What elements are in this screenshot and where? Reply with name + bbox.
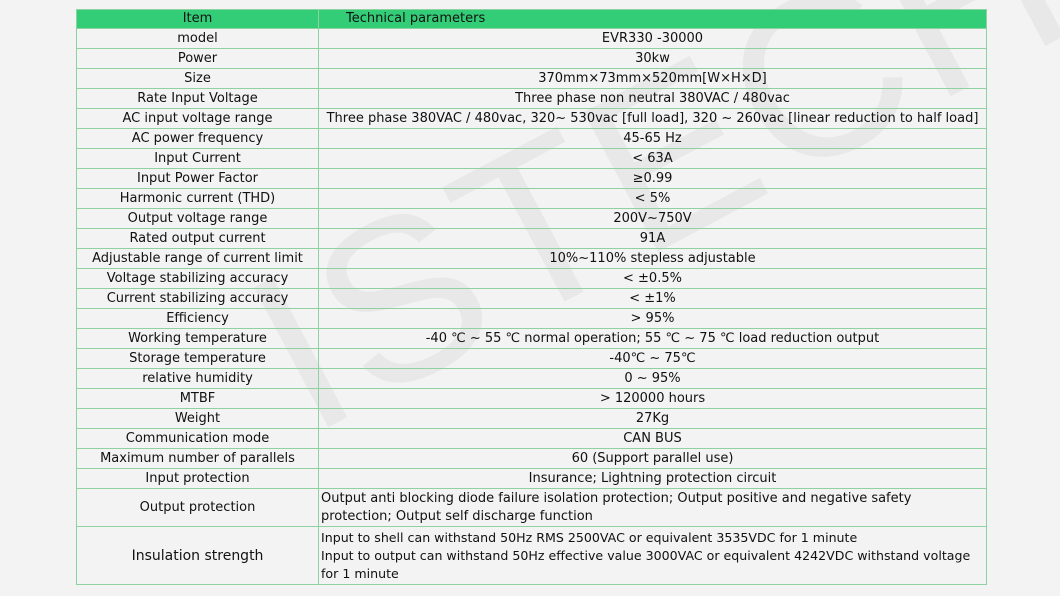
row-label: Input Power Factor (77, 169, 319, 189)
table-row (77, 409, 987, 429)
row-label: Voltage stabilizing accuracy (77, 269, 319, 289)
row-label: Rated output current (77, 229, 319, 249)
table-row (77, 49, 987, 69)
row-value: Three phase 380VAC / 480vac, 320~ 530vac [full load], 320 ~ 260vac [linear reduction to half load] (319, 109, 987, 129)
row-label: relative humidity (77, 369, 319, 389)
row-label: Output voltage range (77, 209, 319, 229)
row-label: AC input voltage range (77, 109, 319, 129)
row-label: Working temperature (77, 329, 319, 349)
row-value: > 95% (319, 309, 987, 329)
row-label: Output protection (77, 489, 319, 527)
row-label: Communication mode (77, 429, 319, 449)
row-value: 27Kg (319, 409, 987, 429)
table-row (77, 69, 987, 89)
row-value: CAN BUS (319, 429, 987, 449)
header-parameters: Technical parameters (319, 10, 987, 29)
row-value: 30kw (319, 49, 987, 69)
row-label: Weight (77, 409, 319, 429)
row-value: Three phase non neutral 380VAC / 480vac (319, 89, 987, 109)
row-value: < 63A (319, 149, 987, 169)
row-value: 91A (319, 229, 987, 249)
row-label: Harmonic current (THD) (77, 189, 319, 209)
spec-table (76, 9, 987, 585)
row-label: Insulation strength (77, 527, 319, 585)
row-value: -40 ℃ ~ 55 ℃ normal operation; 55 ℃ ~ 75 ℃ load reduction output (319, 329, 987, 349)
row-value: > 120000 hours (319, 389, 987, 409)
row-value: 45-65 Hz (319, 129, 987, 149)
row-value (319, 527, 987, 585)
table-row (77, 109, 987, 129)
table-row (77, 449, 987, 469)
row-value: < ±1% (319, 289, 987, 309)
row-label: Input protection (77, 469, 319, 489)
table-row (77, 169, 987, 189)
table-row-output-protection (77, 489, 987, 527)
row-label: Rate Input Voltage (77, 89, 319, 109)
table-row (77, 209, 987, 229)
row-value: < ±0.5% (319, 269, 987, 289)
table-row (77, 129, 987, 149)
row-label: MTBF (77, 389, 319, 409)
row-label: Efficiency (77, 309, 319, 329)
insulation-line-1: Input to shell can withstand 50Hz RMS 2500VAC or equivalent 3535VDC for 1 minute (321, 529, 858, 545)
row-value: EVR330 -30000 (319, 29, 987, 49)
table-row (77, 309, 987, 329)
row-label: Size (77, 69, 319, 89)
table-row (77, 269, 987, 289)
row-label: Storage temperature (77, 349, 319, 369)
table-row (77, 229, 987, 249)
row-label: Power (77, 49, 319, 69)
row-value: 60 (Support parallel use) (319, 449, 987, 469)
row-label: Adjustable range of current limit (77, 249, 319, 269)
table-row (77, 189, 987, 209)
row-value: -40℃ ~ 75℃ (319, 349, 987, 369)
table-row (77, 249, 987, 269)
row-value: 370mm×73mm×520mm[W×H×D] (319, 69, 987, 89)
table-row (77, 329, 987, 349)
table-row (77, 29, 987, 49)
table-row (77, 469, 987, 489)
row-label: Input Current (77, 149, 319, 169)
table-row-insulation (77, 527, 987, 585)
table-row (77, 149, 987, 169)
row-value: 200V~750V (319, 209, 987, 229)
header-item: Item (77, 10, 319, 29)
row-value: < 5% (319, 189, 987, 209)
row-value: Output anti blocking diode failure isolation protection; Output positive and negative safety protection; Output self discharge function (319, 489, 987, 527)
table-row (77, 289, 987, 309)
row-value: 10%~110% stepless adjustable (319, 249, 987, 269)
row-label: model (77, 29, 319, 49)
table-row (77, 389, 987, 409)
insulation-line-2: Input to output can withstand 50Hz effective value 3000VAC or equivalent 4242VDC withstand voltage for 1 minute (321, 547, 971, 581)
row-label: AC power frequency (77, 129, 319, 149)
row-label: Maximum number of parallels (77, 449, 319, 469)
table-header-row (77, 10, 987, 29)
row-value: Insurance; Lightning protection circuit (319, 469, 987, 489)
table-row (77, 89, 987, 109)
table-row (77, 349, 987, 369)
row-value: 0 ~ 95% (319, 369, 987, 389)
table-row (77, 429, 987, 449)
table-row (77, 369, 987, 389)
row-label: Current stabilizing accuracy (77, 289, 319, 309)
row-value: ≥0.99 (319, 169, 987, 189)
